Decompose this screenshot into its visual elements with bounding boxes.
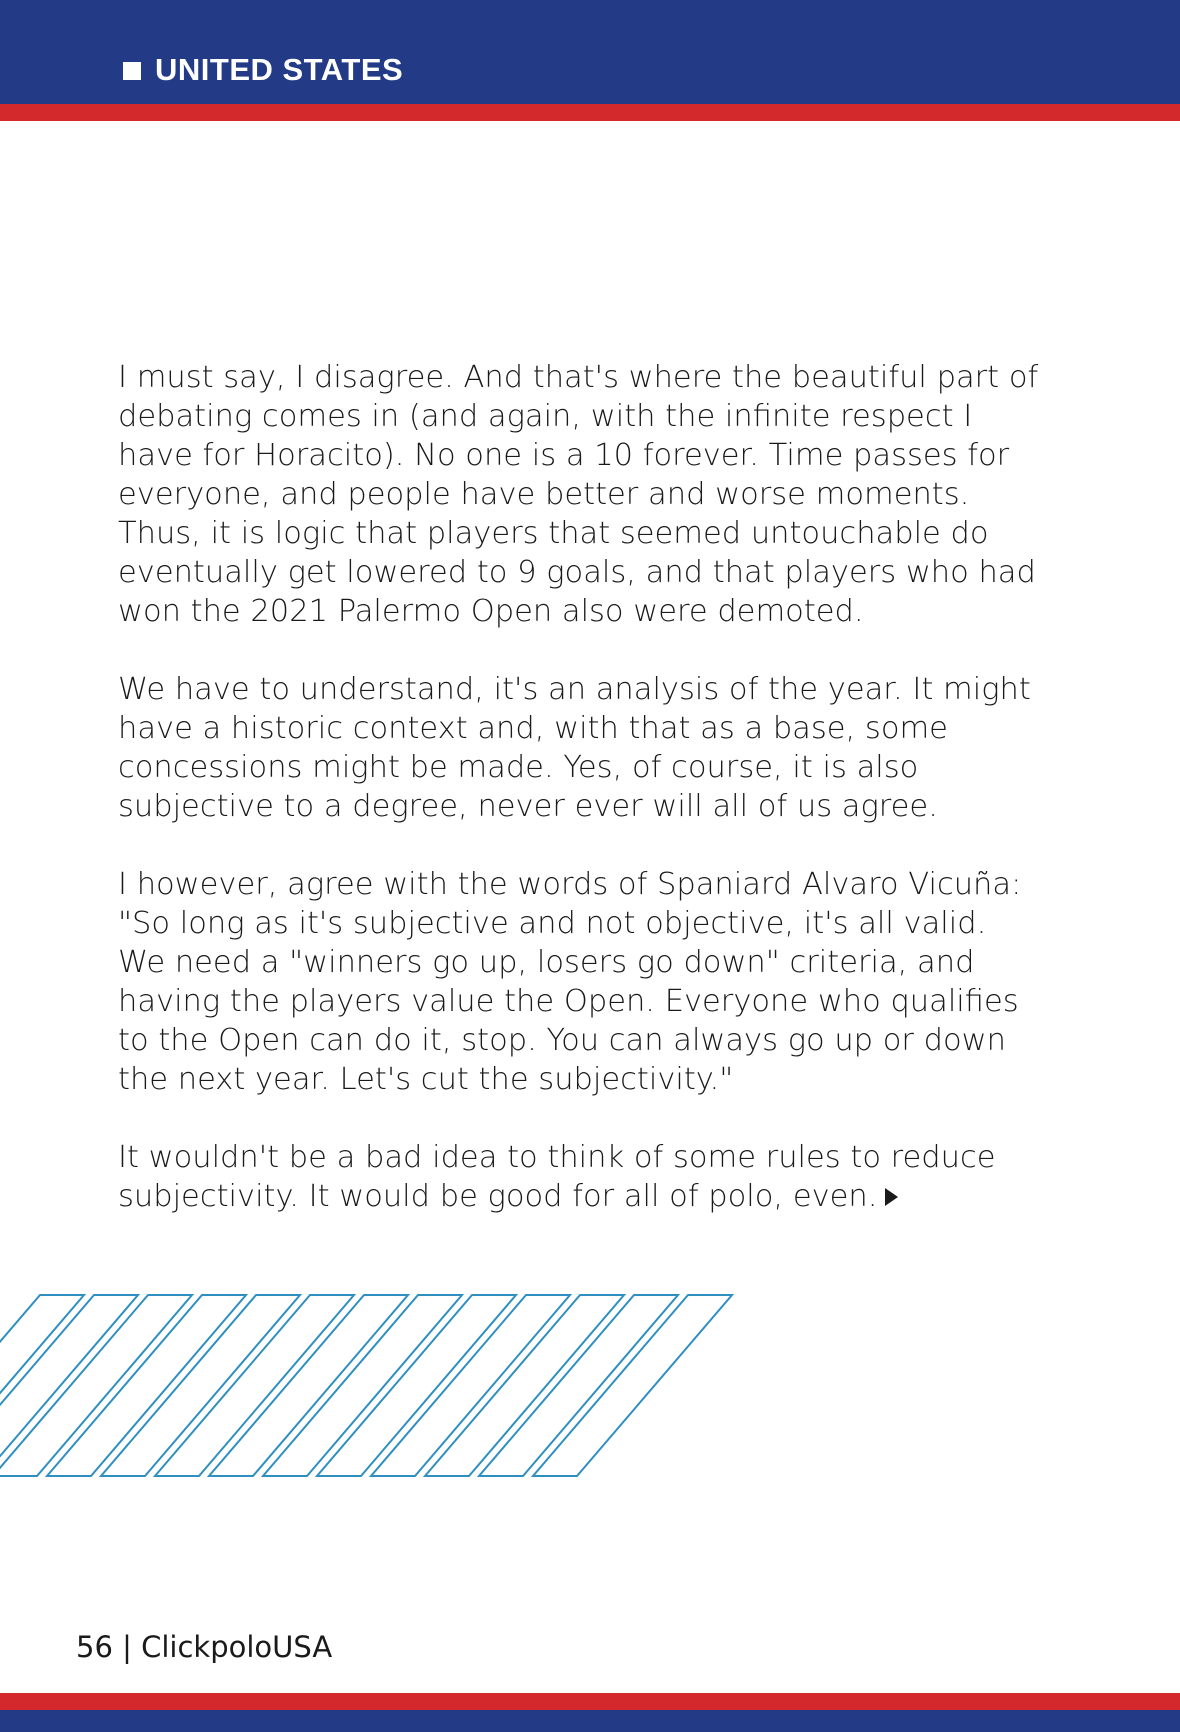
diagonal-stripe: [155, 1295, 354, 1476]
footer-band: [0, 1710, 1180, 1732]
footer-accent-stripe: [0, 1693, 1180, 1710]
diagonal-stripe: [209, 1295, 408, 1476]
page-footer: 56 | ClickpoloUSA: [76, 1630, 333, 1664]
header-accent-stripe: [0, 104, 1180, 121]
diagonal-stripe: [101, 1295, 300, 1476]
paragraph-3: I however, agree with the words of Spaniard Alvaro Vicuña: "So long as it's subjective and not objective, it's all valid. We need a "winners go up, losers go down" criteria, and having the players value the Open. Everyone who qualifies to the Open can do it, stop. You can always go up or down the next year. Let's cut the subjectivity.": [118, 867, 1022, 1097]
paragraph-4: [118, 1138, 1078, 1216]
diagonal-stripe: [479, 1295, 678, 1476]
play-triangle-icon: [885, 1188, 898, 1206]
diagonal-stripe: [533, 1295, 732, 1476]
square-bullet-icon: [123, 62, 141, 80]
diagonal-stripe: [425, 1295, 624, 1476]
section-title: UNITED STATES: [155, 52, 404, 87]
diagonal-stripe: [263, 1295, 462, 1476]
diagonal-stripe: [317, 1295, 516, 1476]
diagonal-stripe: [0, 1295, 192, 1476]
paragraph-2: We have to understand, it's an analysis of the year. It might have a historic context and, with that as a base, some concessions might be made. Yes, of course, it is also subjective to a degree, never ever will all of us agree.: [118, 672, 1031, 824]
diagonal-stripe: [371, 1295, 570, 1476]
diagonal-stripes-decoration: [0, 1294, 880, 1478]
paragraph-4-text: It wouldn't be a bad idea to think of some rules to reduce subjectivity. It would be good for all of polo, even.: [118, 1140, 996, 1214]
paragraph-1: I must say, I disagree. And that's where the beautiful part of debating comes in (and again, with the infinite respect I have for Horacito). No one is a 10 forever. Time passes for everyone, and people have better and worse moments. Thus, it is logic that players that seemed untouchable do eventually get lowered to 9 goals, and that players who had won the 2021 Palermo Open also were demoted.: [118, 360, 1039, 629]
article-body: [118, 358, 1078, 1255]
diagonal-stripe: [47, 1295, 246, 1476]
